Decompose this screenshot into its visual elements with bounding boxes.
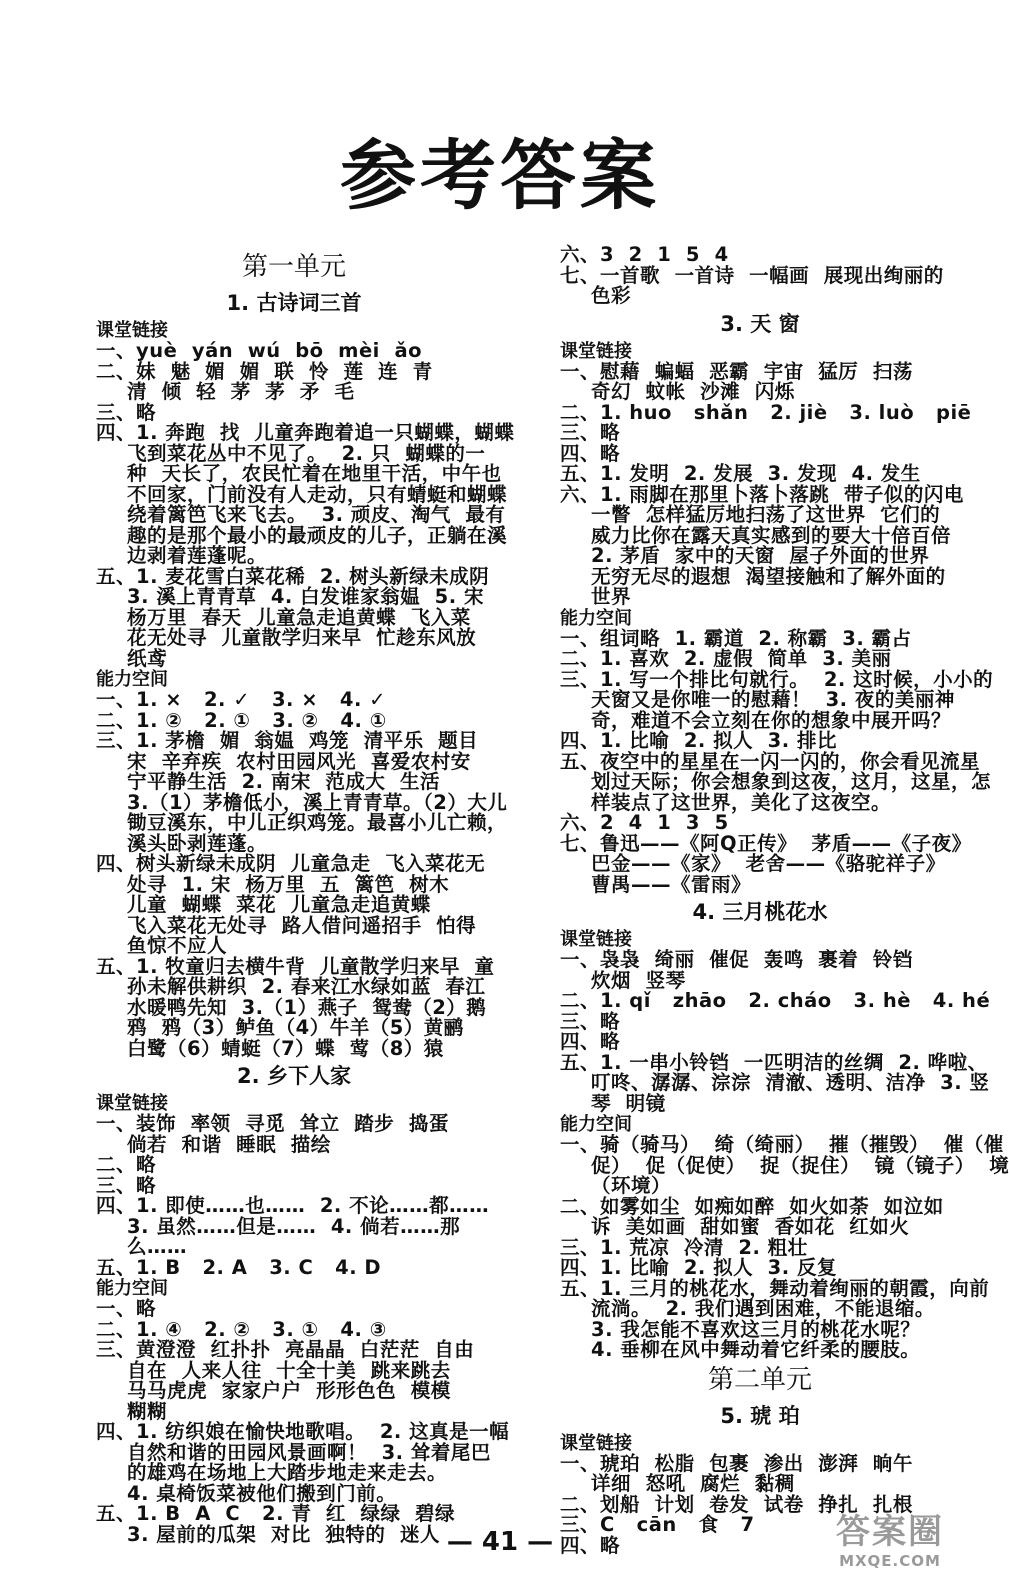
answer-line: 三、1. 荒凉 冷清 2. 粗壮 [560, 1235, 808, 1259]
answer-line: 二、1. 喜欢 2. 虚假 简单 3. 美丽 [560, 647, 892, 670]
answer-line: 二、1. ④ 2. ② 3. ① 4. ③ [96, 1317, 387, 1341]
answer-line: 二、1. huo shǎn 2. jiè 3. luò piē [560, 400, 972, 424]
answer-line: 孙未解供耕织 2. 春来江水绿如蓝 春江 [127, 975, 486, 998]
section-heading: 课堂链接 [560, 1432, 632, 1454]
watermark-logo [810, 1512, 970, 1572]
answer-line: 白鹭（6）蜻蜓（7）蝶 莺（8）猿 [127, 1036, 444, 1060]
answer-line: 自然和谐的田园风景画啊！ 3. 耸着尾巴 [127, 1440, 491, 1464]
section-heading: 能力空间 [560, 1114, 632, 1135]
answer-line: 边剥着莲蓬呢。 [127, 544, 268, 567]
answer-line: 三、略 [560, 421, 621, 444]
section-heading: 课堂链接 [560, 929, 632, 950]
answer-line: 详细 怒吼 腐烂 黏稠 [591, 1472, 795, 1495]
answer-line: 曹禺——《雷雨》 [591, 872, 752, 896]
answer-line: 四、1. 比喻 2. 拟人 3. 排比 [560, 729, 837, 752]
lesson-heading: 1. 古诗词三首 [226, 291, 362, 315]
answer-line: 纸鸢 [127, 646, 168, 670]
answer-line: 一、1. × 2. ✓ 3. × 4. ✓ [96, 688, 387, 711]
answer-line: 色彩 [591, 284, 632, 307]
section-heading: 课堂链接 [96, 1093, 168, 1114]
answer-line: 一、装饰 率领 寻觅 耸立 踏步 捣蛋 [96, 1112, 449, 1135]
page-number: — 41 — [446, 1527, 554, 1557]
answer-line: 五、1. 发明 2. 发展 3. 发现 4. 发生 [560, 462, 921, 485]
answer-line: 处寻 1. 宋 杨万里 五 篱笆 树木 [127, 872, 450, 896]
answer-line: 一、琥珀 松脂 包裹 渗出 澎湃 晌午 [560, 1451, 913, 1475]
answer-line: 奇，难道不会立刻在你的想象中展开吗？ [591, 708, 952, 732]
answer-line: 叮咚、潺潺、淙淙 清澈、透明、洁净 3. 竖 [591, 1071, 990, 1094]
answer-line: 诉 美如画 甜如蜜 香如花 红如火 [591, 1215, 910, 1238]
answer-line: 五、1. B A C 2. 青 红 绿绿 碧绿 [96, 1502, 456, 1525]
answer-line: 飞到菜花丛中不见了。 2. 只 蝴蝶的一 [127, 441, 486, 465]
answer-line: 世界 [591, 585, 632, 608]
answer-line: 4. 垂柳在风中舞动着它纤柔的腰肢。 [591, 1338, 921, 1361]
answer-line: 四、略 [560, 441, 621, 465]
answer-line: 天窗又是你唯一的慰藉！ 3. 夜的美丽神 [591, 688, 955, 711]
answer-line: 溪头卧剥莲蓬。 [127, 831, 268, 855]
answer-line: 么…… [127, 1235, 188, 1258]
answer-line: 五、1. 三月的桃花水，舞动着绚丽的朝霞，向前 [560, 1276, 990, 1300]
answer-line: 3. 我怎能不喜欢这三月的桃花水呢？ [591, 1317, 921, 1341]
answer-line: 一、慰藉 蝙蝠 恶霸 宇宙 猛厉 扫荡 [560, 359, 913, 383]
page-title: 参考答案 [340, 131, 660, 220]
lesson-heading: 5. 琥 珀 [720, 1403, 800, 1428]
answer-line: 宁平静生活 2. 南宋 范成大 生活 [127, 770, 440, 793]
answer-line: 3. 虽然……但是…… 4. 倘若……那 [127, 1214, 461, 1238]
right-answer-column [560, 243, 1009, 1557]
answer-line: 4. 桌椅饭菜被他们搬到门前。 [127, 1481, 397, 1505]
section-heading: 课堂链接 [96, 320, 168, 341]
section-heading: 能力空间 [560, 607, 632, 629]
answer-line: 儿童 蝴蝶 菜花 儿童急走追黄蝶 [127, 893, 431, 916]
answer-line: 飞入菜花无处寻 路人借问遥招手 怕得 [127, 913, 477, 937]
answer-line: 巴金——《家》 老舍——《骆驼祥子》 [591, 852, 946, 875]
unit-heading: 第一单元 [241, 252, 346, 282]
answer-line: 四、略 [560, 1030, 621, 1053]
unit-heading: 第二单元 [707, 1364, 812, 1395]
answer-line: 二、略 [96, 1153, 157, 1176]
answer-line: 三、略 [96, 1173, 157, 1197]
answer-line: 三、略 [96, 400, 157, 424]
answer-line: 糊糊 [127, 1399, 168, 1423]
answer-line: 五、1. 牧童归去横牛背 儿童散学归来早 童 [96, 954, 495, 978]
answer-line: 四、1. 比喻 2. 拟人 3. 反复 [560, 1256, 837, 1279]
answer-line: 七、一首歌 一首诗 一幅画 展现出绚丽的 [560, 263, 944, 287]
answer-line: 三、1. 写一个排比句就行。 2. 这时候，小小的 [560, 667, 994, 691]
answer-line: 宋 辛弃疾 农村田园风光 喜爱农村安 [127, 749, 471, 773]
answer-line: 3. 溪上青青草 4. 白发谁家翁媪 5. 宋 [127, 585, 484, 608]
answer-line: 一、组词略 1. 霸道 2. 称霸 3. 霸占 [560, 626, 912, 650]
answer-line: 一、略 [96, 1297, 157, 1320]
answer-line: 七、鲁迅——《阿Q正传》 茅盾——《子夜》 [560, 831, 972, 855]
answer-line: 绕着篱笆飞来飞去。 3. 顽皮、淘气 最有 [127, 503, 506, 526]
answer-line: 三、1. 茅檐 媚 翁媪 鸡笼 清平乐 题目 [96, 729, 479, 752]
answer-line: 二、妹 魅 媚 媚 联 怜 莲 连 青 [96, 359, 433, 383]
answer-line: 趣的是那个最小的最顽皮的儿子，正躺在溪 [127, 523, 508, 547]
answer-line: 3.（1）茅檐低小，溪上青青草。（2）大儿 [127, 790, 508, 814]
answer-line: 划过天际；你会想象到这夜，这月，这星，怎 [591, 770, 992, 793]
section-heading: 课堂链接 [560, 340, 632, 362]
answer-line: 自在 人来人往 十全十美 跳来跳去 [127, 1358, 451, 1382]
answer-line: 鱼惊不应人 [127, 934, 228, 957]
answer-line: 四、1. 即使……也…… 2. 不论……都…… [96, 1194, 490, 1217]
answer-line: 五、1. B 2. A 3. C 4. D [96, 1255, 382, 1279]
answer-line: 二、1. qǐ zhāo 2. cháo 3. hè 4. hé [560, 989, 991, 1012]
lesson-heading: 3. 天 窗 [720, 311, 800, 336]
lesson-heading: 4. 三月桃花水 [692, 900, 828, 924]
answer-line: 四、1. 纺织娘在愉快地歌唱。 2. 这真是一幅 [96, 1420, 510, 1443]
answer-line: 二、如雾如尘 如痴如醉 如火如荼 如泣如 [560, 1194, 944, 1218]
left-answer-column [96, 248, 515, 1546]
answer-line: 一、袅袅 绮丽 催促 轰鸣 裹着 铃铛 [560, 948, 913, 971]
watermark-url: MXQE.COM [839, 1552, 941, 1570]
answer-line: 的雄鸡在场地上大踏步地走来走去。 [127, 1461, 448, 1484]
answer-line: （环境） [591, 1174, 672, 1197]
answer-line: 六、3 2 1 5 4 [560, 243, 729, 266]
answer-line: 一瞥 怎样猛厉地扫荡了这世界 它们的 [591, 503, 941, 526]
answer-line: 清 倾 轻 茅 茅 矛 毛 [127, 380, 355, 403]
answer-line: 炊烟 竖琴 [591, 968, 686, 992]
answer-line: 奇幻 蚊帐 沙滩 闪烁 [591, 380, 795, 403]
answer-line: 鸦 鸦（3）鲈鱼（4）牛羊（5）黄鹂 [127, 1016, 464, 1039]
answer-line: 不回家，门前没有人走动，只有蜻蜓和蝴蝶 [127, 482, 508, 506]
answer-line: 威力比你在露天真实感到的要大十倍百倍 [591, 523, 952, 547]
answer-line: 促） 促（促使） 捉（捉住） 镜（镜子） 境 [591, 1153, 1009, 1177]
watermark-logo-text: 答案圈 [836, 1512, 944, 1552]
answer-line: 二、1. ② 2. ① 3. ② 4. ① [96, 708, 387, 732]
answer-line: 三、黄澄澄 红扑扑 亮晶晶 白茫茫 自由 [96, 1338, 475, 1361]
answer-line: 种 天长了，农民忙着在地里干活，中午也 [127, 462, 502, 485]
lesson-heading: 2. 乡下人家 [237, 1064, 351, 1088]
answer-line: 锄豆溪东，中儿正织鸡笼。最喜小儿亡赖， [127, 811, 508, 834]
answer-line: 样装点了这世界，美化了这夜空。 [591, 790, 892, 814]
answer-line: 三、略 [560, 1009, 621, 1033]
answer-line: 一、骑（骑马） 绮（绮丽） 摧（摧毁） 催（催 [560, 1133, 1004, 1156]
answer-line: 花无处寻 儿童散学归来早 忙趁东风放 [127, 626, 477, 649]
answer-line: 无穷无尽的遐想 渴望接触和了解外面的 [591, 564, 946, 588]
answer-line: 四、略 [560, 1533, 621, 1557]
answer-line: 水暖鸭先知 3.（1）燕子 鸳鸯（2）鹅 [127, 995, 487, 1019]
answer-line: 3. 屋前的瓜架 对比 独特的 迷人 [127, 1522, 440, 1546]
answer-line: 马马虎虎 家家户户 形形色色 模模 [127, 1379, 451, 1402]
answer-line: 杨万里 春天 儿童急走追黄蝶 飞入菜 [127, 605, 471, 629]
answer-line: 三、C cān 食 7 [560, 1513, 755, 1536]
answer-line: 六、2 4 1 3 5 [560, 811, 729, 834]
answer-line: 五、1. 一串小铃铛 一匹明洁的丝绸 2. 哗啦、 [560, 1050, 988, 1074]
section-heading: 能力空间 [96, 1278, 168, 1299]
answer-line: 琴 明镜 [591, 1091, 666, 1115]
answer-line: 一、yuè yán wú bō mèi ǎo [96, 339, 422, 362]
answer-line: 五、1. 麦花雪白菜花稀 2. 树头新绿未成阴 [96, 564, 490, 588]
answer-line: 五、夜空中的星星在一闪一闪的，你会看见流星 [560, 749, 981, 773]
answer-line: 倘若 和谐 睡眠 描绘 [127, 1132, 331, 1156]
answer-line: 四、树头新绿未成阴 儿童急走 飞入菜花无 [96, 852, 486, 875]
section-heading: 能力空间 [96, 669, 168, 690]
answer-line: 流淌。 2. 我们遇到困难，不能退缩。 [591, 1297, 935, 1320]
answer-line: 四、1. 奔跑 找 儿童奔跑着追一只蝴蝶，蝴蝶 [96, 421, 515, 444]
answer-line: 二、划船 计划 卷发 试卷 挣扎 扎根 [560, 1492, 913, 1516]
answer-line: 2. 茅盾 家中的天窗 屋子外面的世界 [591, 544, 930, 567]
answer-line: 六、1. 雨脚在那里卜落卜落跳 带子似的闪电 [560, 482, 964, 506]
